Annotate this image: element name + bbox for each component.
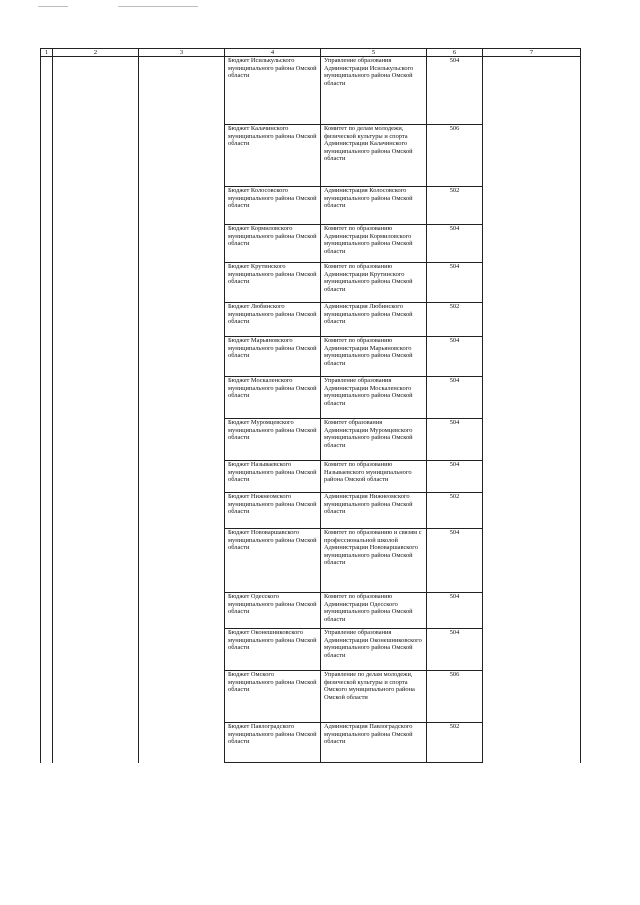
cell-col-1 xyxy=(41,263,53,303)
header-row xyxy=(41,49,581,57)
cell-col-1 xyxy=(41,529,53,593)
administrator-cell: Комитет по образованию Называевского муниципального района Омской области xyxy=(321,461,427,493)
budget-name-cell: Бюджет Нововаршавского муниципального района Омской области xyxy=(225,529,321,593)
budget-name-cell: Бюджет Одесского муниципального района Омской области xyxy=(225,593,321,629)
budget-name-cell: Бюджет Нижнеомского муниципального района Омской области xyxy=(225,493,321,529)
table-row xyxy=(41,529,581,593)
code-cell: 504 xyxy=(427,57,483,125)
code-cell: 504 xyxy=(427,461,483,493)
cell-col-3 xyxy=(139,671,225,723)
cell-col-1 xyxy=(41,225,53,263)
cell-col-2 xyxy=(53,225,139,263)
cell-col-7 xyxy=(483,461,581,493)
code-cell: 502 xyxy=(427,493,483,529)
code-cell: 504 xyxy=(427,337,483,377)
table-body xyxy=(41,57,581,763)
budget-name-cell: Бюджет Любинского муниципального района Омской области xyxy=(225,303,321,337)
code-cell: 502 xyxy=(427,303,483,337)
cell-col-1 xyxy=(41,377,53,419)
table-row xyxy=(41,671,581,723)
cell-col-3 xyxy=(139,377,225,419)
col-header-7: 7 xyxy=(483,49,581,57)
table-row xyxy=(41,493,581,529)
table-row xyxy=(41,723,581,763)
cell-col-1 xyxy=(41,493,53,529)
cell-col-3 xyxy=(139,593,225,629)
cell-col-1 xyxy=(41,337,53,377)
cell-col-2 xyxy=(53,187,139,225)
cell-col-7 xyxy=(483,529,581,593)
table-row xyxy=(41,337,581,377)
administrator-cell: Комитет по образованию и связям с профессиональной школой Администрации Нововаршавского муниципального района Омской области xyxy=(321,529,427,593)
code-cell: 506 xyxy=(427,671,483,723)
cell-col-1 xyxy=(41,723,53,763)
code-cell: 504 xyxy=(427,419,483,461)
administrator-cell: Управление по делам молодежи, физической культуры и спорта Омского муниципального района Омской области xyxy=(321,671,427,723)
administrator-cell: Комитет по делам молодежи, физической культуры и спорта Администрации Калачинского муниципального района Омской области xyxy=(321,125,427,187)
budget-name-cell: Бюджет Муромцевского муниципального района Омской области xyxy=(225,419,321,461)
code-cell: 504 xyxy=(427,263,483,303)
table-row xyxy=(41,593,581,629)
budget-name-cell: Бюджет Москаленского муниципального района Омской области xyxy=(225,377,321,419)
code-cell: 506 xyxy=(427,125,483,187)
budget-name-cell: Бюджет Калачинского муниципального района Омской области xyxy=(225,125,321,187)
cell-col-1 xyxy=(41,629,53,671)
cell-col-7 xyxy=(483,303,581,337)
table-row xyxy=(41,225,581,263)
cell-col-2 xyxy=(53,629,139,671)
administrator-cell: Управление образования Администрации Исилькульского муниципального района Омской области xyxy=(321,57,427,125)
cell-col-3 xyxy=(139,419,225,461)
table-row xyxy=(41,629,581,671)
col-header-4: 4 xyxy=(225,49,321,57)
cell-col-7 xyxy=(483,419,581,461)
cell-col-2 xyxy=(53,303,139,337)
cell-col-1 xyxy=(41,461,53,493)
cell-col-3 xyxy=(139,529,225,593)
budget-name-cell: Бюджет Павлоградского муниципального района Омской области xyxy=(225,723,321,763)
cell-col-3 xyxy=(139,629,225,671)
cell-col-7 xyxy=(483,57,581,125)
administrator-cell: Комитет образования Администрации Муромцевского муниципального района Омской области xyxy=(321,419,427,461)
code-cell: 504 xyxy=(427,529,483,593)
code-cell: 502 xyxy=(427,723,483,763)
cell-col-7 xyxy=(483,263,581,303)
cell-col-3 xyxy=(139,493,225,529)
budget-name-cell: Бюджет Марьяновского муниципального района Омской области xyxy=(225,337,321,377)
scan-artifact-line xyxy=(38,6,68,7)
code-cell: 504 xyxy=(427,629,483,671)
cell-col-7 xyxy=(483,671,581,723)
cell-col-7 xyxy=(483,723,581,763)
administrator-cell: Комитет по образованию Администрации Марьяновского муниципального района Омской области xyxy=(321,337,427,377)
code-cell: 502 xyxy=(427,187,483,225)
cell-col-2 xyxy=(53,723,139,763)
cell-col-7 xyxy=(483,187,581,225)
budget-name-cell: Бюджет Оконешниковского муниципального района Омской области xyxy=(225,629,321,671)
cell-col-7 xyxy=(483,337,581,377)
cell-col-3 xyxy=(139,723,225,763)
cell-col-1 xyxy=(41,187,53,225)
cell-col-7 xyxy=(483,593,581,629)
cell-col-7 xyxy=(483,377,581,419)
administrator-cell: Управление образования Администрации Оконешниковского муниципального района Омской области xyxy=(321,629,427,671)
cell-col-3 xyxy=(139,303,225,337)
budget-name-cell: Бюджет Крутинского муниципального района Омской области xyxy=(225,263,321,303)
code-cell: 504 xyxy=(427,377,483,419)
cell-col-2 xyxy=(53,125,139,187)
cell-col-2 xyxy=(53,419,139,461)
cell-col-2 xyxy=(53,461,139,493)
col-header-6: 6 xyxy=(427,49,483,57)
cell-col-2 xyxy=(53,377,139,419)
administrator-cell: Администрация Колосовского муниципального района Омской области xyxy=(321,187,427,225)
cell-col-3 xyxy=(139,337,225,377)
col-header-2: 2 xyxy=(53,49,139,57)
cell-col-1 xyxy=(41,57,53,125)
budget-name-cell: Бюджет Колосовского муниципального района Омской области xyxy=(225,187,321,225)
administrator-cell: Комитет по образованию Администрации Одесского муниципального района Омской области xyxy=(321,593,427,629)
cell-col-7 xyxy=(483,125,581,187)
table-row xyxy=(41,125,581,187)
cell-col-2 xyxy=(53,337,139,377)
col-header-1: 1 xyxy=(41,49,53,57)
cell-col-7 xyxy=(483,493,581,529)
cell-col-7 xyxy=(483,629,581,671)
cell-col-3 xyxy=(139,225,225,263)
cell-col-7 xyxy=(483,225,581,263)
administrator-cell: Комитет по образованию Администрации Крутинского муниципального района Омской области xyxy=(321,263,427,303)
cell-col-3 xyxy=(139,57,225,125)
cell-col-2 xyxy=(53,529,139,593)
table-row xyxy=(41,187,581,225)
cell-col-2 xyxy=(53,593,139,629)
budget-name-cell: Бюджет Исилькульского муниципального района Омской области xyxy=(225,57,321,125)
col-header-5: 5 xyxy=(321,49,427,57)
budget-name-cell: Бюджет Называевского муниципального района Омской области xyxy=(225,461,321,493)
cell-col-1 xyxy=(41,125,53,187)
administrator-cell: Администрация Нижнеомского муниципального района Омской области xyxy=(321,493,427,529)
table-row xyxy=(41,377,581,419)
cell-col-2 xyxy=(53,493,139,529)
cell-col-3 xyxy=(139,461,225,493)
cell-col-3 xyxy=(139,187,225,225)
cell-col-1 xyxy=(41,593,53,629)
cell-col-2 xyxy=(53,671,139,723)
cell-col-1 xyxy=(41,671,53,723)
administrator-cell: Администрация Павлоградского муниципального района Омской области xyxy=(321,723,427,763)
budget-name-cell: Бюджет Кормиловского муниципального района Омской области xyxy=(225,225,321,263)
scan-artifact-line xyxy=(118,6,198,7)
budget-table xyxy=(40,48,581,763)
code-cell: 504 xyxy=(427,225,483,263)
administrator-cell: Управление образования Администрации Москаленского муниципального района Омской области xyxy=(321,377,427,419)
table-row xyxy=(41,303,581,337)
budget-name-cell: Бюджет Омского муниципального района Омской области xyxy=(225,671,321,723)
cell-col-3 xyxy=(139,125,225,187)
cell-col-1 xyxy=(41,419,53,461)
cell-col-2 xyxy=(53,57,139,125)
code-cell: 504 xyxy=(427,593,483,629)
table-row xyxy=(41,461,581,493)
cell-col-2 xyxy=(53,263,139,303)
administrator-cell: Комитет по образованию Администрации Кормиловского муниципального района Омской области xyxy=(321,225,427,263)
cell-col-1 xyxy=(41,303,53,337)
table-row xyxy=(41,419,581,461)
administrator-cell: Администрация Любинского муниципального района Омской области xyxy=(321,303,427,337)
table-row xyxy=(41,263,581,303)
cell-col-3 xyxy=(139,263,225,303)
col-header-3: 3 xyxy=(139,49,225,57)
table-row xyxy=(41,57,581,125)
